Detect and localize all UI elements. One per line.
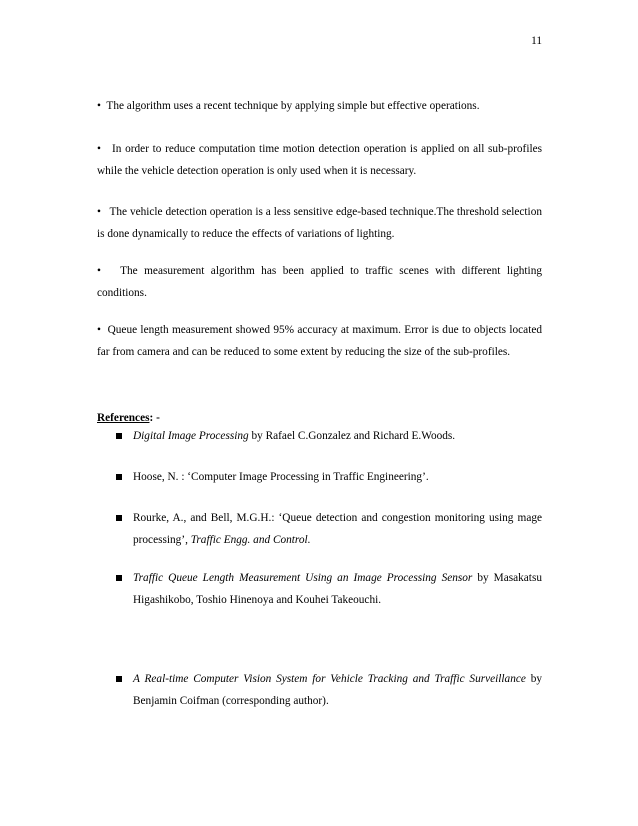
bullet-paragraph bbox=[97, 95, 542, 117]
reference-title: A Real-time Computer Vision System for Vehicle Tracking and Traffic Surveillance bbox=[133, 673, 526, 685]
reference-title: Digital Image Processing bbox=[133, 430, 249, 442]
bullet-paragraph bbox=[97, 201, 542, 245]
bullet-marker: • bbox=[97, 100, 101, 112]
bullet-marker: • bbox=[97, 324, 101, 336]
reference-item bbox=[116, 668, 542, 712]
square-bullet-icon bbox=[116, 474, 122, 480]
bullet-paragraph bbox=[97, 319, 542, 363]
reference-authors: by Benjamin Coifman (corresponding author). bbox=[133, 673, 543, 707]
square-bullet-icon bbox=[116, 575, 122, 581]
bullet-marker: • bbox=[97, 265, 101, 277]
reference-text: Rourke, A., and Bell, M.G.H.: ‘Queue detection and congestion monitoring using mage processing’, bbox=[133, 512, 542, 546]
reference-journal: Traffic Engg. and Control. bbox=[190, 534, 311, 546]
page-number: 11 bbox=[531, 35, 542, 47]
square-bullet-icon bbox=[116, 433, 122, 439]
bullet-paragraph bbox=[97, 260, 542, 304]
references-heading-tail: : - bbox=[149, 412, 160, 424]
reference-item bbox=[116, 466, 542, 488]
bullet-text: The vehicle detection operation is a less sensitive edge-based technique.The threshold selection is done dynamically to reduce the effects of variations of lighting. bbox=[97, 206, 542, 240]
bullet-marker: • bbox=[97, 206, 101, 218]
bullet-text: The measurement algorithm has been applied to traffic scenes with different lighting conditions. bbox=[97, 265, 542, 299]
reference-title: Traffic Queue Length Measurement Using an Image Processing Sensor bbox=[133, 572, 473, 584]
reference-item bbox=[116, 567, 542, 611]
bullet-text: The algorithm uses a recent technique by applying simple but effective operations. bbox=[106, 100, 480, 112]
bullet-text: Queue length measurement showed 95% accuracy at maximum. Error is due to objects located far from camera and can be reduced to some extent by reducing the size of the sub-profiles. bbox=[97, 324, 542, 358]
reference-authors: by Rafael C.Gonzalez and Richard E.Woods. bbox=[248, 430, 456, 442]
square-bullet-icon bbox=[116, 515, 122, 521]
reference-item bbox=[116, 425, 542, 447]
square-bullet-icon bbox=[116, 676, 122, 682]
bullet-text: In order to reduce computation time motion detection operation is applied on all sub-profiles while the vehicle detection operation is only used when it is necessary. bbox=[97, 143, 543, 177]
bullet-paragraph bbox=[97, 138, 542, 182]
reference-item bbox=[116, 507, 542, 551]
reference-text: Hoose, N. : ‘Computer Image Processing in Traffic Engineering’. bbox=[133, 471, 429, 483]
bullet-marker: • bbox=[97, 143, 101, 155]
reference-authors: by Masakatsu Higashikobo, Toshio Hinenoya and Kouhei Takeouchi. bbox=[133, 572, 542, 606]
references-heading-label: References bbox=[97, 412, 150, 424]
